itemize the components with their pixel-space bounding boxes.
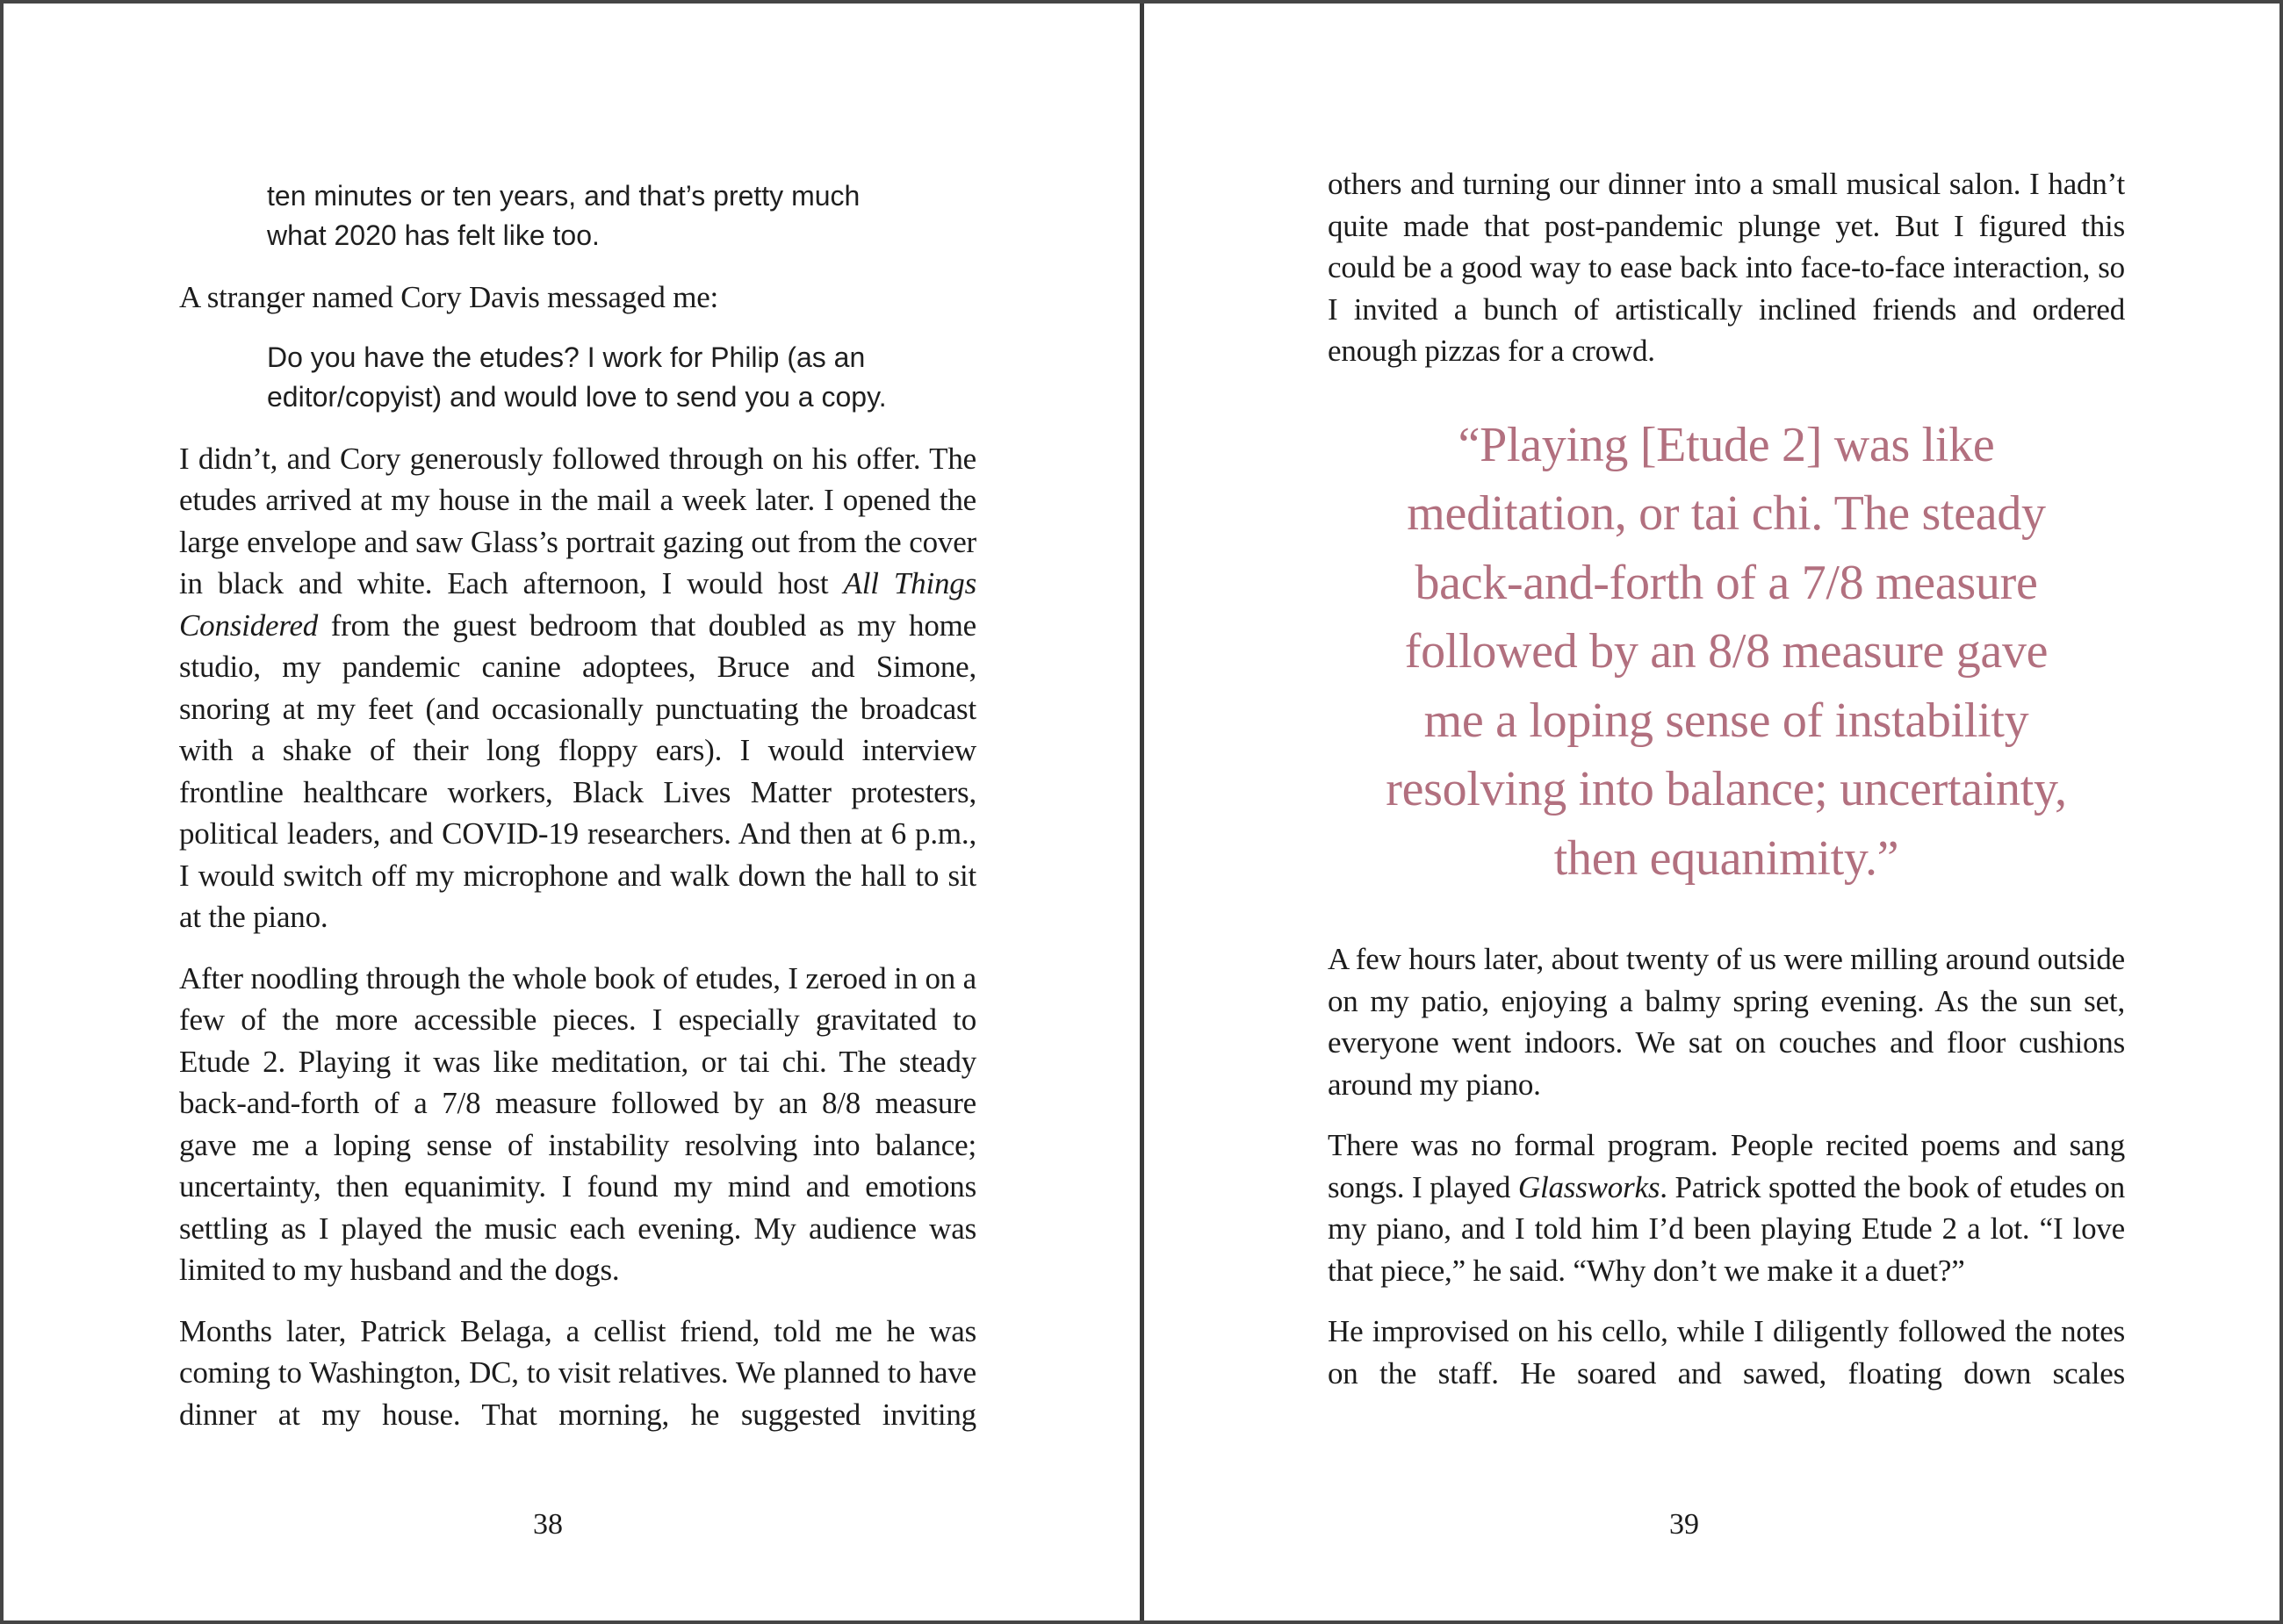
paragraph-improvised: He improvised on his cello, while I diligently followed the notes on the staff. He soared and sawed, floating down scales	[1328, 1314, 2125, 1390]
blockquote-line: what 2020 has felt like too.	[267, 219, 600, 251]
page-number-left: 38	[533, 1508, 563, 1541]
pull-quote-line: meditation, or tai chi. The steady	[1407, 486, 2046, 541]
paragraph-stranger: A stranger named Cory Davis messaged me:	[179, 280, 719, 314]
paragraph-didnt	[179, 438, 976, 938]
paragraph-months: Months later, Patrick Belaga, a cellist friend, told me he was coming to Washington, DC, to visit relatives. We planned to have dinner at my house. That morning, he suggested inviting	[179, 1313, 976, 1432]
pull-quote-line: then equanimity.”	[1553, 830, 1899, 886]
paragraph-text: . Patrick spotted the book of etudes on my piano, and I told him I’d been playing Etude 2 a lot. “I love that piece,” he said. “Why don’t we make it a duet?”	[1328, 1169, 2125, 1288]
italic-title-all-things-considered: All Things Considered	[179, 566, 976, 643]
blockquote-line: editor/copyist) and would love to send you a copy.	[267, 380, 887, 413]
blockquote-line: ten minutes or ten years, and that’s pretty much	[267, 180, 861, 212]
pull-quote	[1328, 411, 2125, 894]
paragraph-program	[1328, 1125, 2125, 1291]
paragraph-few-hours: A few hours later, about twenty of us were milling around outside on my patio, enjoying a balmy spring evening. As the sun set, everyone went indoors. We sat on couches and floor cushions around my piano.	[1328, 942, 2125, 1102]
blockquote-cory-message	[267, 338, 976, 417]
pull-quote-line: followed by an 8/8 measure gave	[1404, 624, 2049, 679]
blockquote-opening	[267, 176, 976, 255]
page-right	[1142, 4, 2283, 1620]
blockquote-line: Do you have the etudes? I work for Philip (as an	[267, 341, 866, 373]
paragraph-text: There was no formal program. People recited poems and sang songs. I played	[1328, 1128, 2125, 1204]
page-left	[4, 4, 1145, 1620]
paragraph-text: I didn’t, and Cory generously followed through on his offer. The etudes arrived at my house in the mail a week later. I opened the large envelope and saw Glass’s portrait gazing out from the cover in black and white. Each afternoon, I would host	[179, 441, 976, 600]
page-number-right: 39	[1669, 1508, 1699, 1541]
paragraph-text: from the guest bedroom that doubled as my home studio, my pandemic canine adoptees, Bruce and Simone, snoring at my feet (and occasionally punctuating the broadcast with a shake of their long floppy ears). I would interview frontline healthcare workers, Black Lives Matter protesters, political leaders, and COVID-19 researchers. And then at 6 p.m., I would switch off my microphone and walk down the hall to sit at the piano.	[179, 607, 976, 934]
pull-quote-line: resolving into balance; uncertainty,	[1386, 762, 2067, 816]
italic-title-glassworks: Glassworks	[1517, 1169, 1660, 1204]
pull-quote-line: back-and-forth of a 7/8 measure	[1415, 555, 2038, 610]
pull-quote-line: “Playing [Etude 2] was like	[1458, 417, 1995, 472]
paragraph-others: others and turning our dinner into a small musical salon. I hadn’t quite made that post-pandemic plunge yet. But I figured this could be a good way to ease back into face-to-face interaction, so I invited a bunch of artistically inclined friends and ordered enough pizzas for a crowd.	[1328, 167, 2125, 368]
paragraph-noodling: After noodling through the whole book of etudes, I zeroed in on a few of the more accessible pieces. I especially gravitated to Etude 2. Playing it was like meditation, or tai chi. The steady back-and-forth of a 7/8 measure followed by an 8/8 measure gave me a loping sense of instability resolving into balance; uncertainty, then equanimity. I found my mind and emotions settling as I played the music each evening. My audience was limited to my husband and the dogs.	[179, 960, 976, 1287]
pull-quote-line: me a loping sense of instability	[1423, 693, 2029, 748]
